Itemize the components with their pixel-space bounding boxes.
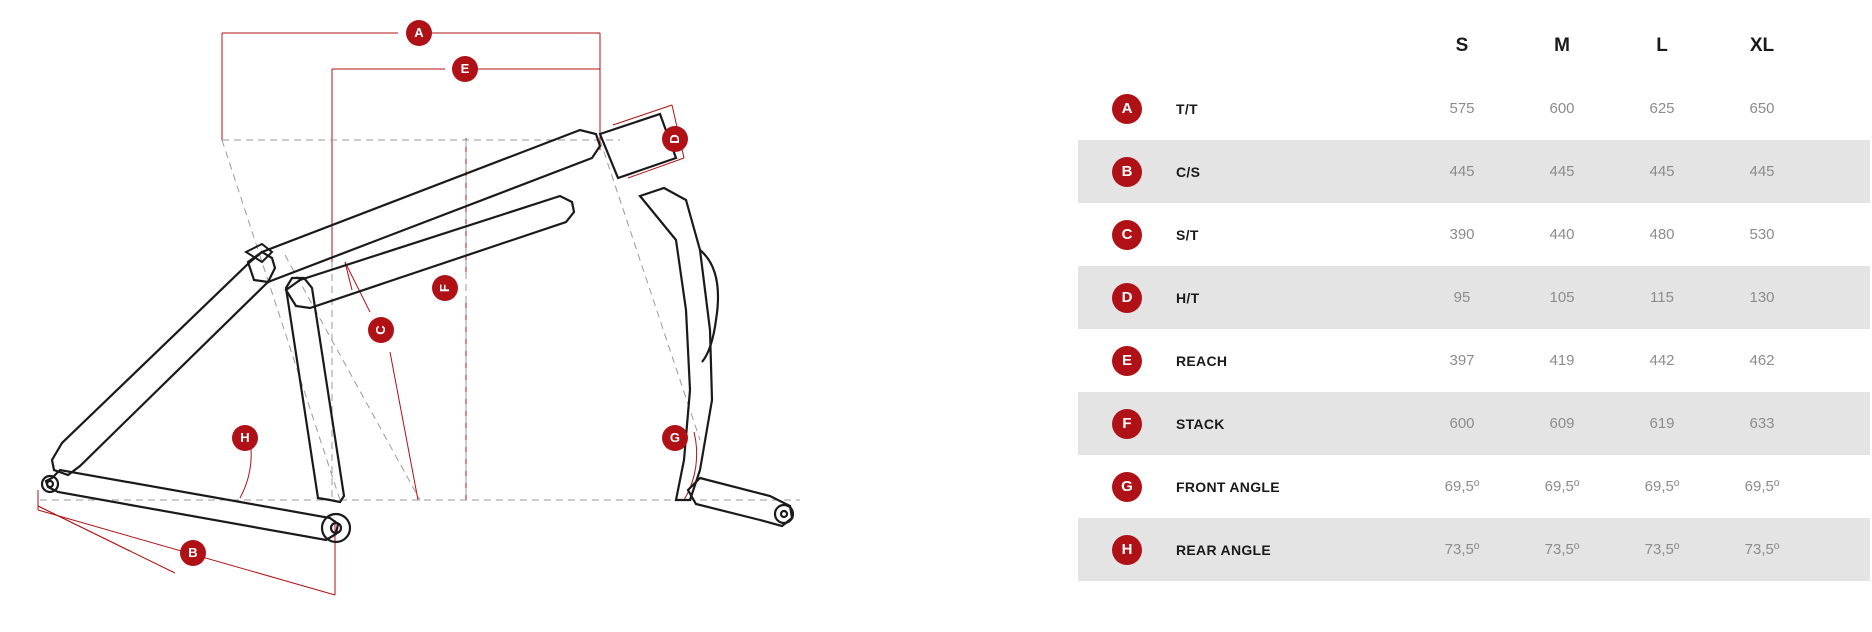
row-badge: A [1112,94,1142,124]
row-value-l: 619 [1649,415,1675,432]
row-spacer [1812,392,1870,455]
row-value-s: 95 [1453,289,1471,306]
callout-c-seat-tube: C [368,317,394,343]
header-label-col [1176,14,1412,77]
row-badge-cell [1078,140,1176,203]
row-badge: D [1112,283,1142,313]
row-spacer [1812,266,1870,329]
callout-g-front-angle: G [662,425,688,451]
row-badge: E [1112,346,1142,376]
header-spacer [1812,14,1870,77]
row-spacer [1812,518,1870,581]
row-value-s: 600 [1449,415,1475,432]
row-value-l: 115 [1650,289,1674,306]
callout-d-head-tube: D [662,126,688,152]
row-spacer [1812,203,1870,266]
row-spacer [1812,329,1870,392]
row-value-m: 440 [1549,226,1575,243]
table-row [1078,77,1870,140]
row-label: S/T [1176,226,1199,243]
row-badge: H [1112,535,1142,565]
header-size-l: L [1656,34,1668,56]
table-row [1078,392,1870,455]
row-badge-cell [1078,266,1176,329]
header-size-m: M [1554,34,1570,56]
row-value-xl: 73,5º [1744,541,1780,558]
row-value-m: 419 [1549,352,1575,369]
row-value-s: 445 [1449,163,1475,180]
row-value-xl: 650 [1749,100,1775,117]
row-value-s: 69,5º [1444,478,1480,495]
row-badge-cell [1078,392,1176,455]
table-row [1078,329,1870,392]
callout-b-chainstay: B [180,540,206,566]
row-badge-cell [1078,455,1176,518]
row-value-s: 73,5º [1444,541,1480,558]
row-label: STACK [1176,415,1225,432]
row-badge-cell [1078,77,1176,140]
row-label: H/T [1176,289,1200,306]
row-spacer [1812,77,1870,140]
table-header [1078,14,1870,77]
row-badge-cell [1078,518,1176,581]
row-value-m: 69,5º [1544,478,1580,495]
table-body [1078,77,1870,581]
row-badge-cell [1078,329,1176,392]
callout-h-rear-angle: H [232,425,258,451]
row-value-l: 69,5º [1644,478,1680,495]
row-value-l: 73,5º [1644,541,1680,558]
row-value-xl: 530 [1749,226,1775,243]
header-size-s: S [1455,34,1469,56]
row-value-s: 397 [1449,352,1475,369]
row-value-xl: 69,5º [1744,478,1780,495]
geometry-table [1078,14,1870,581]
row-value-xl: 633 [1749,415,1775,432]
header-badge-col [1078,14,1176,77]
row-value-m: 445 [1549,163,1575,180]
row-label: T/T [1176,100,1198,117]
row-value-m: 73,5º [1544,541,1580,558]
row-badge: C [1112,220,1142,250]
table-row [1078,455,1870,518]
table-row [1078,140,1870,203]
table-row [1078,518,1870,581]
row-value-l: 625 [1649,100,1675,117]
row-value-l: 445 [1649,163,1675,180]
row-badge: G [1112,472,1142,502]
row-label: REAR ANGLE [1176,541,1272,558]
header-row [1078,14,1870,77]
row-spacer [1812,140,1870,203]
dimension-lines [38,33,697,595]
row-value-l: 442 [1649,352,1675,369]
row-value-m: 105 [1549,289,1575,306]
frame-outline [42,114,793,542]
row-badge-cell [1078,203,1176,266]
row-value-s: 390 [1449,226,1475,243]
table-row [1078,266,1870,329]
row-badge: B [1112,157,1142,187]
row-value-s: 575 [1449,100,1475,117]
row-value-xl: 445 [1749,163,1775,180]
row-value-m: 600 [1549,100,1575,117]
row-value-m: 609 [1549,415,1575,432]
row-value-xl: 130 [1749,289,1775,306]
row-spacer [1812,455,1870,518]
row-value-l: 480 [1649,226,1675,243]
row-badge: F [1112,409,1142,439]
row-label: FRONT ANGLE [1176,478,1280,495]
callout-f-stack: F [432,275,458,301]
row-value-xl: 462 [1749,352,1775,369]
row-label: C/S [1176,163,1201,180]
table-row [1078,203,1870,266]
callout-e-reach: E [452,56,478,82]
header-size-xl: XL [1749,34,1775,56]
geometry-table-pane [1070,0,1872,632]
callout-a-top-tube: A [406,20,432,46]
row-label: REACH [1176,352,1228,369]
